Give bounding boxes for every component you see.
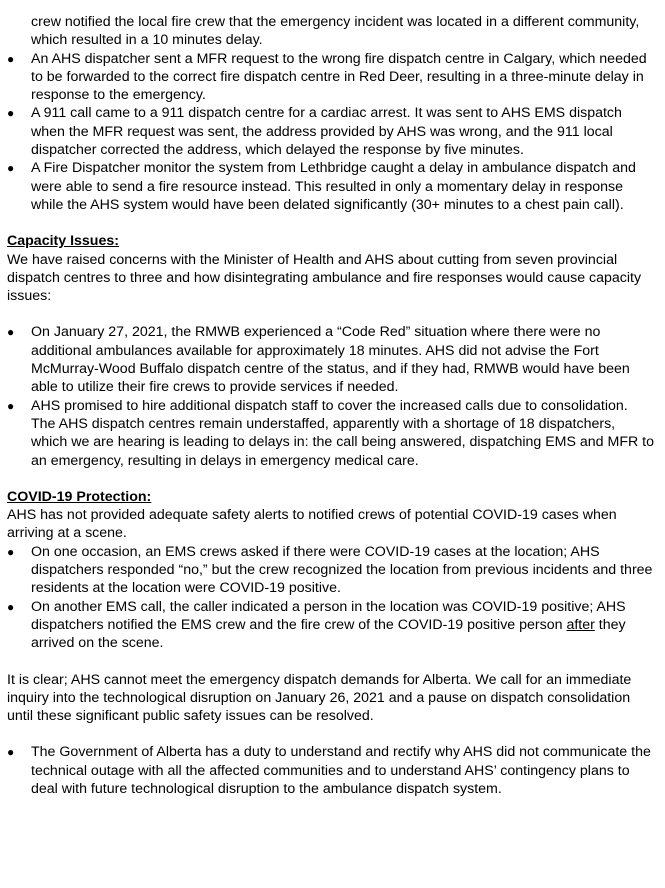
list-item-text: A 911 call came to a 911 dispatch centre for a cardiac arrest. It was sent to AHS EMS dispatch when the MFR request was sent, the address provided by AHS was wrong, and the 911 local dispatcher corrected the address, which delayed the response by five minutes. — [31, 105, 622, 159]
list-item — [7, 104, 655, 159]
text-run: they arrived on the scene. — [31, 616, 626, 652]
list-item — [7, 323, 655, 396]
spacer — [7, 653, 655, 671]
covid-bullet-list — [7, 543, 655, 653]
document-page — [7, 13, 655, 798]
list-item — [7, 543, 655, 598]
list-item — [7, 743, 655, 798]
intro-continuation: crew notified the local fire crew that the emergency incident was located in a different community, which resulted in a 10 minutes delay. — [31, 14, 640, 49]
capacity-bullet-list — [7, 323, 655, 469]
covid-paragraph: AHS has not provided adequate safety alerts to notified crews of potential COVID-19 cases when arriving at a scene. — [7, 507, 617, 542]
spacer — [7, 305, 655, 323]
list-item-text: The Government of Alberta has a duty to understand and rectify why AHS did not communicate the technical outage with all the affected communities and to understand AHS’ contingency plans to deal with future technological disruption to the ambulance dispatch system. — [31, 744, 651, 797]
conclusion-paragraph: It is clear; AHS cannot meet the emergency dispatch demands for Alberta. We call for an immediate inquiry into the technological disruption on January 26, 2021 and a pause on dispatch consolidation until these significant public safety issues can be resolved. — [7, 671, 632, 725]
bullet-glyph: ● — [7, 325, 15, 340]
list-item-text: On January 27, 2021, the RMWB experienced a “Code Red” situation where there were no additional ambulances available for approximately 18 minutes. AHS did not advise the Fort McMurray-Wood Buffalo dispatch centre of the status, and if they had, RMWB would have been able to utilize their fire crews to provide services if needed. — [31, 324, 630, 396]
bullet-glyph: ● — [7, 51, 15, 66]
spacer — [7, 214, 655, 232]
list-item-text: A Fire Dispatcher monitor the system from Lethbridge caught a delay in ambulance dispatch and were able to send a fire resource instead. This resulted in only a momentary delay in response while the AHS system would have been delated significantly (30+ minutes to a chest pain call). — [31, 160, 636, 213]
list-item-text: AHS promised to hire additional dispatch staff to cover the increased calls due to consolidation. The AHS dispatch centres remain understaffed, apparently with a shortage of 18 dispatchers, which we are hearing is leading to delays in: the call being answered, dispatching EMS and MFR to an emergency, resulting in delays in emergency medical care. — [31, 397, 655, 469]
conclusion-bullet-list — [7, 743, 655, 798]
bullet-glyph: ● — [7, 544, 15, 559]
section-heading-covid: COVID-19 Protection: — [7, 488, 152, 505]
text-run: On another EMS call, the caller indicated a person in the location was COVID-19 positive; AHS dispatchers notified the EMS crew and the fire crew of the COVID-19 positive person — [31, 598, 626, 633]
list-item-text: On one occasion, an EMS crews asked if there were COVID-19 cases at the location; AHS dispatchers responded “no,” but the crew recognized the location from previous incidents and three residents at the location were COVID-19 positive. — [31, 543, 653, 597]
list-item-text: An AHS dispatcher sent a MFR request to the wrong fire dispatch centre in Calgary, which needed to be forwarded to the correct fire dispatch centre in Red Deer, resulting in a three-minute delay in response to the emergency. — [31, 50, 647, 104]
list-item — [7, 397, 655, 470]
spacer — [7, 725, 655, 743]
bullet-glyph: ● — [7, 745, 15, 760]
list-item-text — [31, 599, 626, 652]
spacer — [7, 470, 655, 488]
list-item — [7, 159, 655, 214]
bullet-glyph: ● — [7, 599, 15, 614]
bullet-glyph: ● — [7, 398, 15, 413]
capacity-paragraph: We have raised concerns with the Minister of Health and AHS about cutting from seven provincial dispatch centres to three and how disintegrating ambulance and fire responses would cause capacity issues: — [7, 251, 642, 305]
underlined-word: after — [566, 616, 595, 633]
bullet-glyph: ● — [7, 106, 15, 121]
list-item — [7, 50, 655, 105]
section-heading-capacity: Capacity Issues: — [7, 233, 119, 250]
list-item — [7, 598, 655, 653]
intro-bullet-list — [7, 50, 655, 215]
bullet-glyph: ● — [7, 161, 15, 176]
